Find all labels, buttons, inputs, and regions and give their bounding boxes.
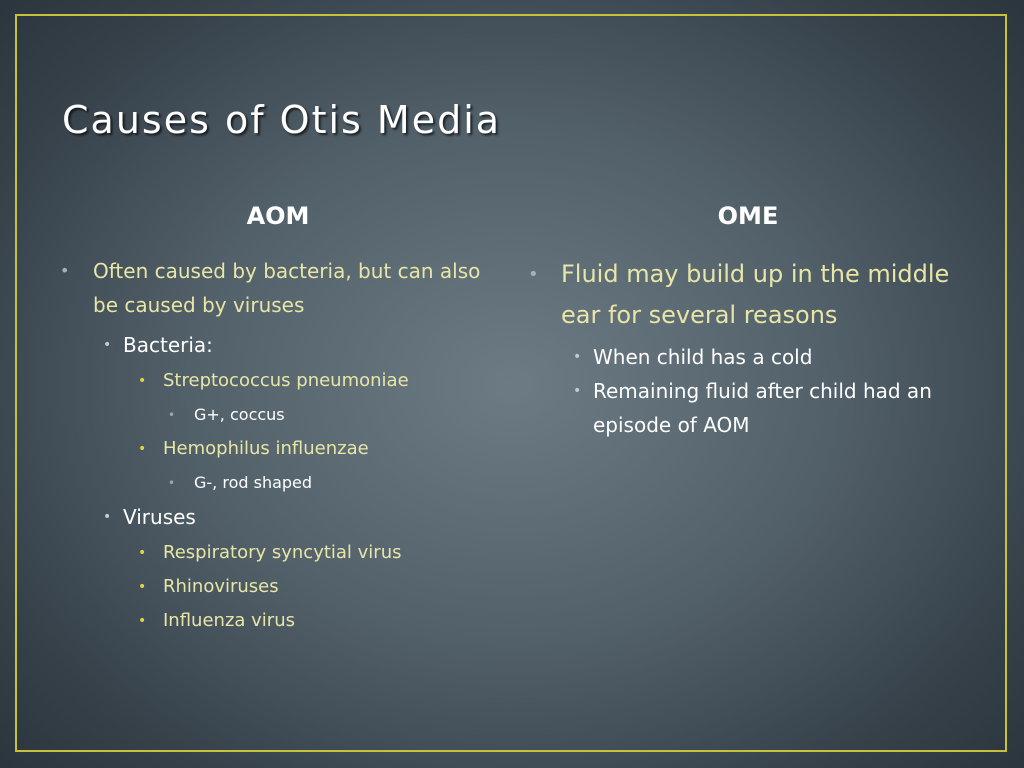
list-item-text: G-, rod shaped (194, 473, 313, 492)
list-item-text: When child has a cold (593, 345, 813, 369)
list-item (103, 500, 500, 638)
list-item-text: Often caused by bacteria, but can also be caused by viruses (93, 259, 481, 317)
bullet-icon: • (528, 264, 539, 285)
bullet-icon: • (168, 476, 176, 490)
bullet-icon: • (103, 509, 112, 525)
ome-column (528, 254, 968, 442)
list-item-text: Rhinoviruses (163, 576, 279, 597)
list-item (60, 254, 500, 638)
list-item-text: Streptococcus pneumoniae (163, 370, 409, 391)
list-item (138, 432, 500, 500)
list-item (138, 364, 500, 432)
aom-column (60, 254, 500, 638)
bullet-icon: • (103, 337, 112, 353)
aom-column-heading: AOM (246, 202, 310, 230)
bullet-icon: • (573, 349, 582, 365)
bullet-icon: • (60, 261, 70, 280)
list-item (168, 398, 500, 432)
list-item-text: Viruses (123, 505, 196, 529)
list-item-text: Remaining fluid after child had an episode of AOM (593, 379, 932, 437)
ome-column-heading: OME (717, 202, 779, 230)
list-item (138, 604, 500, 638)
list-item-text: Hemophilus influenzae (163, 438, 369, 459)
list-item (528, 254, 968, 442)
bullet-icon: • (138, 579, 147, 595)
list-item (103, 328, 500, 500)
list-item (138, 536, 500, 570)
list-item (561, 340, 968, 374)
list-item-text: Fluid may build up in the middle ear for several reasons (561, 260, 950, 329)
bullet-icon: • (138, 441, 147, 457)
list-item-text: Bacteria: (123, 333, 213, 357)
bullet-icon: • (138, 545, 147, 561)
bullet-icon: • (168, 408, 176, 422)
bullet-icon: • (138, 613, 147, 629)
list-item (138, 570, 500, 604)
list-item-text: Influenza virus (163, 610, 295, 631)
slide-title: Causes of Otis Media (62, 98, 502, 142)
list-item (168, 466, 500, 500)
list-item (561, 374, 968, 442)
list-item-text: Respiratory syncytial virus (163, 542, 402, 563)
list-item-text: G+, coccus (194, 405, 285, 424)
bullet-icon: • (573, 383, 582, 399)
bullet-icon: • (138, 373, 147, 389)
